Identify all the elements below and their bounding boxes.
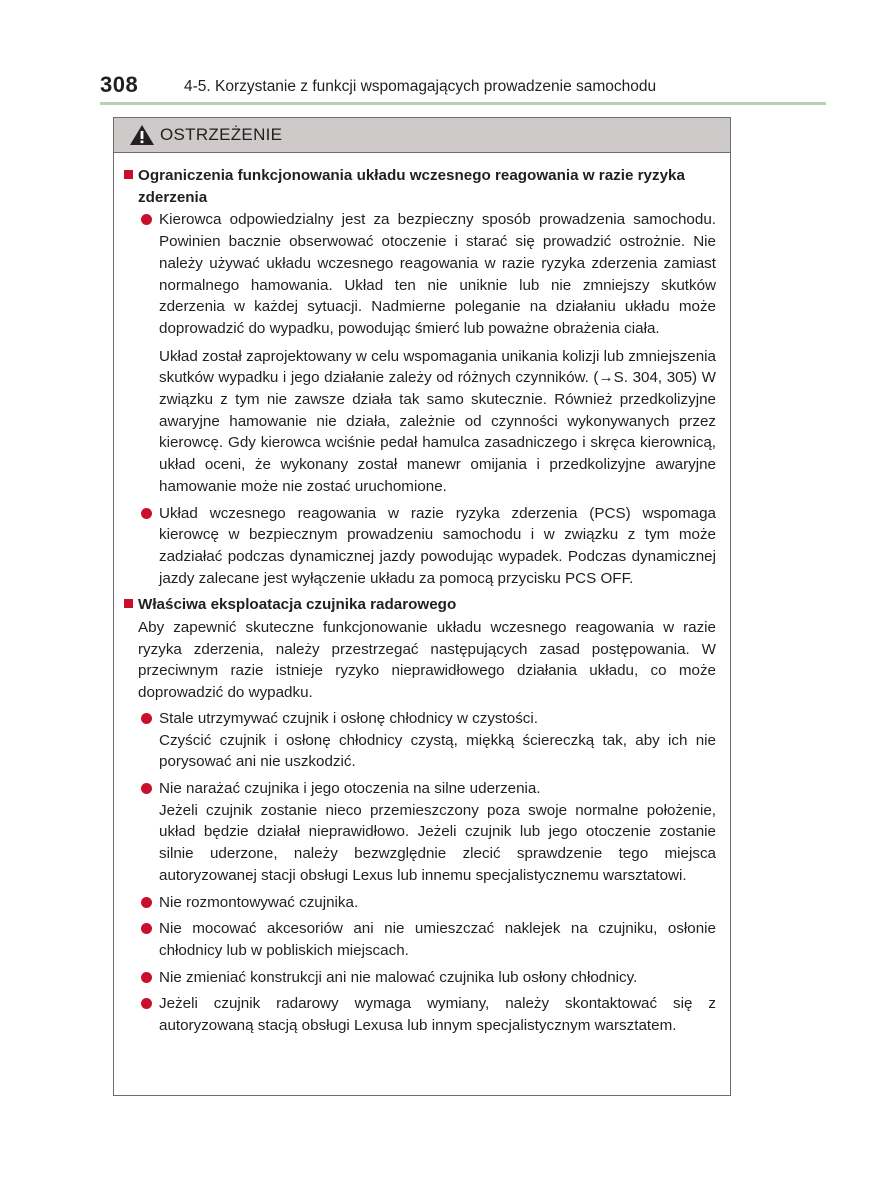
list-item: [124, 209, 716, 497]
bullet-dot-icon: [141, 972, 152, 983]
paragraph: Czyścić czujnik i osłonę chłodnicy czystą, miękką ściereczką tak, aby ich nie porysować ani nie uszkodzić.: [159, 731, 716, 771]
paragraph: Jeżeli czujnik zostanie nieco przemieszczony poza swoje normalne położenie, układ będzie działał nieprawidłowo. Jeżeli czujnik lub jego otoczenie zostanie silnie uderzone, należy bezwzględnie zlecić sprawdzenie tego miejsca autoryzowanej stacji obsługi Lexus lub innemu specjalistycznemu warsztatowi.: [159, 801, 716, 884]
paragraph: Jeżeli czujnik radarowy wymaga wymiany, należy skontaktować się z autoryzowaną stacją obsługi Lexusa lub innym specjalistycznym warsztatem.: [159, 995, 716, 1035]
section-title: Właściwa eksploatacja czujnika radarowego: [124, 594, 716, 616]
paragraph: Nie zmieniać konstrukcji ani nie malować czujnika lub osłony chłodnicy.: [159, 968, 638, 986]
list-item: [124, 918, 716, 961]
paragraph: Nie mocować akcesoriów ani nie umieszczać naklejek na czujniku, osłonie chłodnicy lub w pobliskich miejscach.: [159, 920, 716, 959]
section-radar-sensor: [124, 594, 716, 1036]
list-item: [124, 892, 716, 914]
bullet-dot-icon: [141, 897, 152, 908]
list-item: [124, 708, 716, 773]
chapter-title: 4-5. Korzystanie z funkcji wspomagających prowadzenie samochodu: [184, 78, 657, 95]
warning-header: [114, 118, 730, 153]
paragraph: Nie rozmontowywać czujnika.: [159, 893, 359, 911]
list-item: [124, 503, 716, 590]
warning-triangle-icon: [129, 124, 155, 146]
list-item: [124, 967, 716, 989]
page-number: 308: [100, 72, 139, 97]
bullet-dot-icon: [141, 923, 152, 934]
bullet-dot-icon: [141, 783, 152, 794]
warning-title: OSTRZEŻENIE: [160, 125, 283, 144]
paragraph: Układ został zaprojektowany w celu wspomagania unikania kolizji lub zmniejszenia skutków wypadku i jego działanie zależy od różnych czynników. (→S. 304, 305) W związku z tym nie zawsze działa tak samo skutecznie. Również przedkolizyjne awaryjne hamowanie nie działa, zależnie od czynności wykonywanych przez kierowcę. Gdy kierowca wciśnie pedał hamulca zasadniczego i skręca kierownicą, układ oceni, że wykonany został manewr omijania i przedkolizyjne awaryjne hamowanie może nie zostać uruchomione.: [159, 347, 716, 495]
warning-box: [113, 117, 731, 1096]
paragraph: Kierowca odpowiedzialny jest za bezpieczny sposób prowadzenia samochodu. Powinien bacznie obserwować otoczenie i starać się prowadzić ostrożnie. Nie należy używać układu wczesnego reagowania w razie ryzyka zderzenia zamiast normalnego hamowania. Układ ten nie uniknie lub nie zmniejszy skutków zderzenia w każdej sytuacji. Nadmierne poleganie na działaniu układu może doprowadzić do wypadku, powodując śmierć lub poważne obrażenia ciała.: [159, 211, 716, 337]
paragraph: Nie narażać czujnika i jego otoczenia na silne uderzenia.: [159, 779, 541, 797]
warning-body: [114, 153, 730, 1095]
square-bullet-icon: [124, 170, 133, 179]
bullet-dot-icon: [141, 508, 152, 519]
list-item: [124, 778, 716, 887]
paragraph: Stale utrzymywać czujnik i osłonę chłodnicy w czystości.: [159, 709, 538, 727]
bullet-dot-icon: [141, 214, 152, 225]
list-item: [124, 993, 716, 1036]
paragraph: Układ wczesnego reagowania w razie ryzyka zderzenia (PCS) wspomaga kierowcę w bezpiecznym prowadzeniu samochodu i w związku z tym może zadziałać podczas dynamicznej jazdy powodując wypadek. Podczas dynamicznej jazdy zalecane jest wyłączenie układu za pomocą przycisku PCS OFF.: [159, 504, 716, 587]
bullet-dot-icon: [141, 998, 152, 1009]
bullet-dot-icon: [141, 713, 152, 724]
section-title: Ograniczenia funkcjonowania układu wczesnego reagowania w razie ryzyka zderzenia: [124, 165, 716, 208]
page-header: [100, 70, 826, 105]
section-limitations: [124, 165, 716, 589]
square-bullet-icon: [124, 599, 133, 608]
section-intro: Aby zapewnić skuteczne funkcjonowanie układu wczesnego reagowania w razie ryzyka zderzenia, należy przestrzegać następujących zasad postępowania. W przeciwnym razie istnieje ryzyko nieprawidłowego działania układu, co może doprowadzić do wypadku.: [138, 619, 716, 702]
